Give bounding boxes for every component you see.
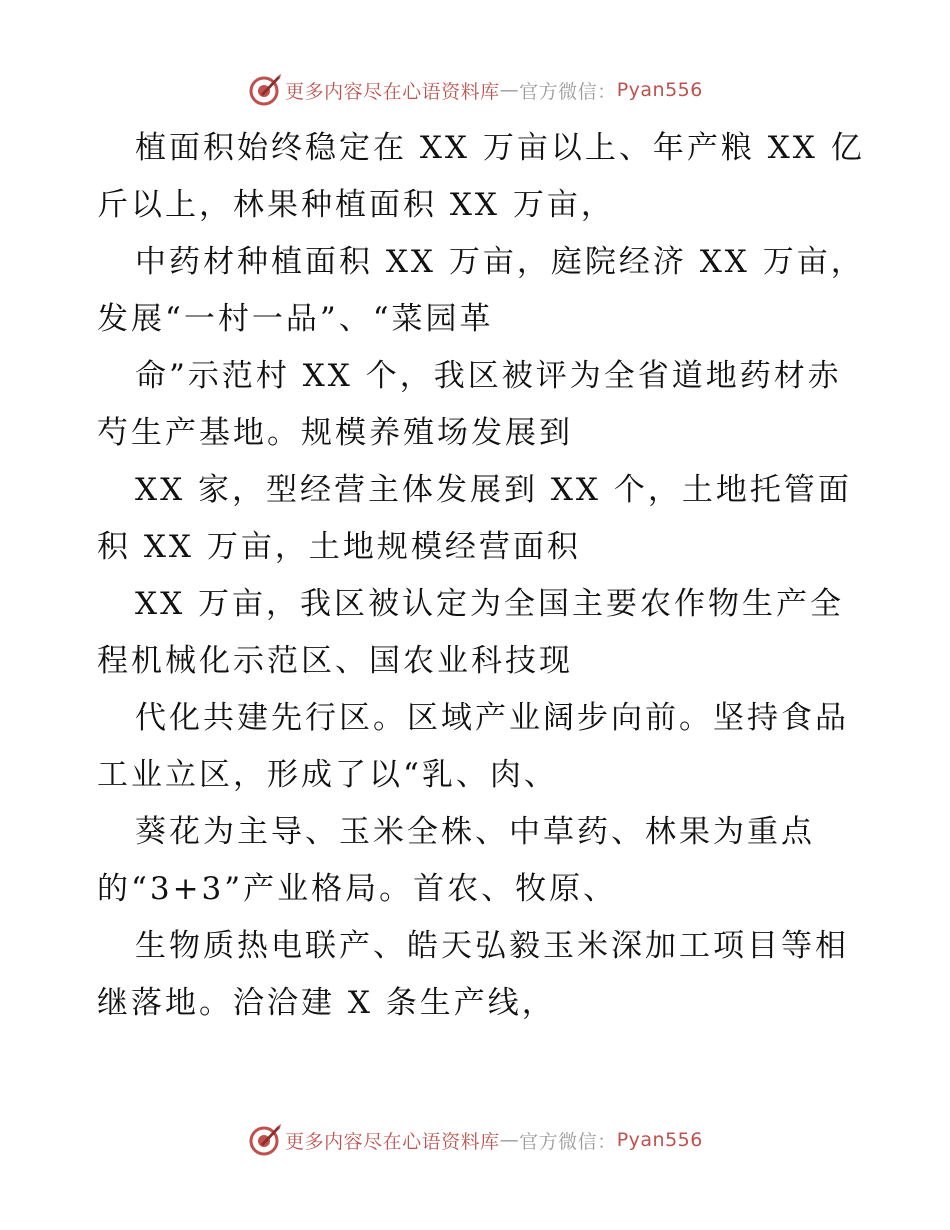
text-line: 积 XX 万亩，土地规模经营面积	[97, 529, 581, 565]
text-line: 中药材种植面积 XX 万亩，庭院经济 XX 万亩，	[135, 244, 865, 280]
text-line: 生物质热电联产、皓天弘毅玉米深加工项目等相	[135, 928, 849, 964]
footer-banner	[0, 1120, 950, 1160]
text-line: 程机械化示范区、国农业科技现	[97, 643, 573, 679]
banner-wechat-handle: Pyan556	[616, 1129, 703, 1151]
banner-separator: —	[499, 79, 520, 101]
quill-pen-logo-icon	[247, 1122, 283, 1158]
text-line: 代化共建先行区。区域产业阔步向前。坚持食品	[135, 700, 849, 736]
text-line: 继落地。洽洽建 X 条生产线，	[97, 985, 556, 1021]
banner-wechat-label: 官方微信：	[519, 1130, 617, 1153]
banner-site-text: 更多内容尽在心语资料库	[285, 80, 500, 103]
banner-wechat-label: 官方微信：	[519, 80, 617, 103]
banner-separator: —	[499, 1129, 520, 1151]
text-line: 葵花为主导、玉米全株、中草药、林果为重点	[135, 814, 815, 850]
quill-pen-logo-icon	[247, 72, 283, 108]
text-line: 植面积始终稳定在 XX 万亩以上、年产粮 XX 亿	[135, 130, 865, 166]
text-line: 的“3+3”产业格局。首农、牧原、	[97, 871, 618, 907]
text-line: 斤以上，林果种植面积 XX 万亩，	[97, 187, 615, 223]
header-banner	[0, 70, 950, 110]
text-line: XX 万亩，我区被认定为全国主要农作物生产全	[135, 586, 844, 622]
text-line: 命”示范村 XX 个，我区被评为全省道地药材赤	[135, 358, 842, 394]
text-line: 发展“一村一品”、“菜园革	[97, 301, 494, 337]
text-line: XX 家，型经营主体发展到 XX 个，土地托管面	[135, 472, 852, 508]
document-body	[97, 120, 865, 1032]
banner-wechat-handle: Pyan556	[616, 79, 703, 101]
text-line: 工业立区，形成了以“乳、肉、	[97, 757, 558, 793]
text-line: 芍生产基地。规模养殖场发展到	[97, 415, 573, 451]
banner-site-text: 更多内容尽在心语资料库	[285, 1130, 500, 1153]
